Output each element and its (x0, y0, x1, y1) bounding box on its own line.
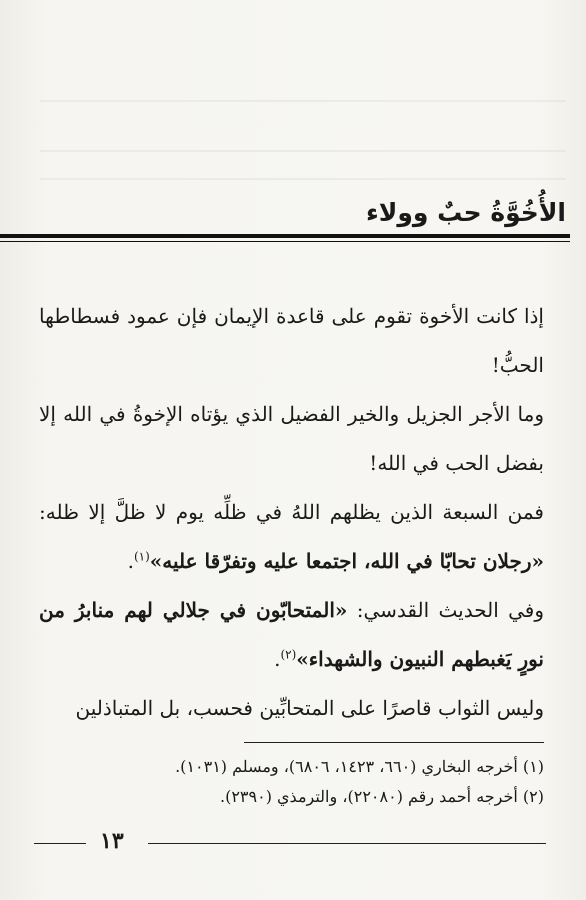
paragraph-3-end: . (127, 549, 134, 573)
footnote-marker-2: (٢) (280, 647, 297, 662)
paragraph-3 (39, 488, 544, 586)
section-heading (0, 190, 586, 250)
paragraph-4-intro: وفي الحديث القدسي: (347, 598, 545, 622)
show-through-line (40, 100, 566, 102)
heading-underline-thin (0, 241, 570, 242)
footnote-2: (٢) أخرجه أحمد رقم (٢٢٠٨٠)، والترمذي (٢٣٩٠). (220, 787, 544, 806)
section-title: الأُخُوَّةُ حبٌ وولاء (366, 198, 566, 227)
paragraph-4 (39, 586, 544, 684)
footnotes (39, 752, 544, 812)
footer-rule-right (148, 843, 546, 844)
footnote-marker-1: (١) (133, 549, 150, 564)
footnote-separator (244, 742, 544, 743)
paragraph-5: وليس الثواب قاصرًا على المتحابِّين فحسب، بل المتباذلين (75, 696, 544, 720)
paragraph-4-end: . (274, 647, 281, 671)
page-number: ١٣ (100, 828, 124, 854)
paragraph-1: إذا كانت الأخوة تقوم على قاعدة الإيمان فإن عمود فسطاطها الحبُّ! (39, 304, 544, 377)
show-through-line (40, 178, 566, 180)
hadith-quote-2: «المتحابّون في جلالي لهم منابرُ من نورٍ يَغبطهم النبيون والشهداء» (39, 598, 544, 671)
hadith-quote-1: «رجلان تحابّا في الله، اجتمعا عليه وتفرّقا عليه» (149, 549, 544, 573)
show-through-line (40, 150, 566, 152)
heading-underline-thick (0, 234, 570, 238)
footer-rule-left (34, 843, 86, 844)
body-text (39, 292, 544, 733)
page-footer (20, 828, 566, 858)
paragraph-2: وما الأجر الجزيل والخير الفضيل الذي يؤتاه الإخوةُ في الله إلا بفضل الحب في الله! (39, 402, 544, 475)
footnote-1: (١) أخرجه البخاري (٦٦٠، ١٤٢٣، ٦٨٠٦)، ومسلم (١٠٣١). (175, 757, 544, 776)
paragraph-3-intro: فمن السبعة الذين يظلهم اللهُ في ظلِّه يوم لا ظلَّ إلا ظله: (39, 500, 544, 524)
